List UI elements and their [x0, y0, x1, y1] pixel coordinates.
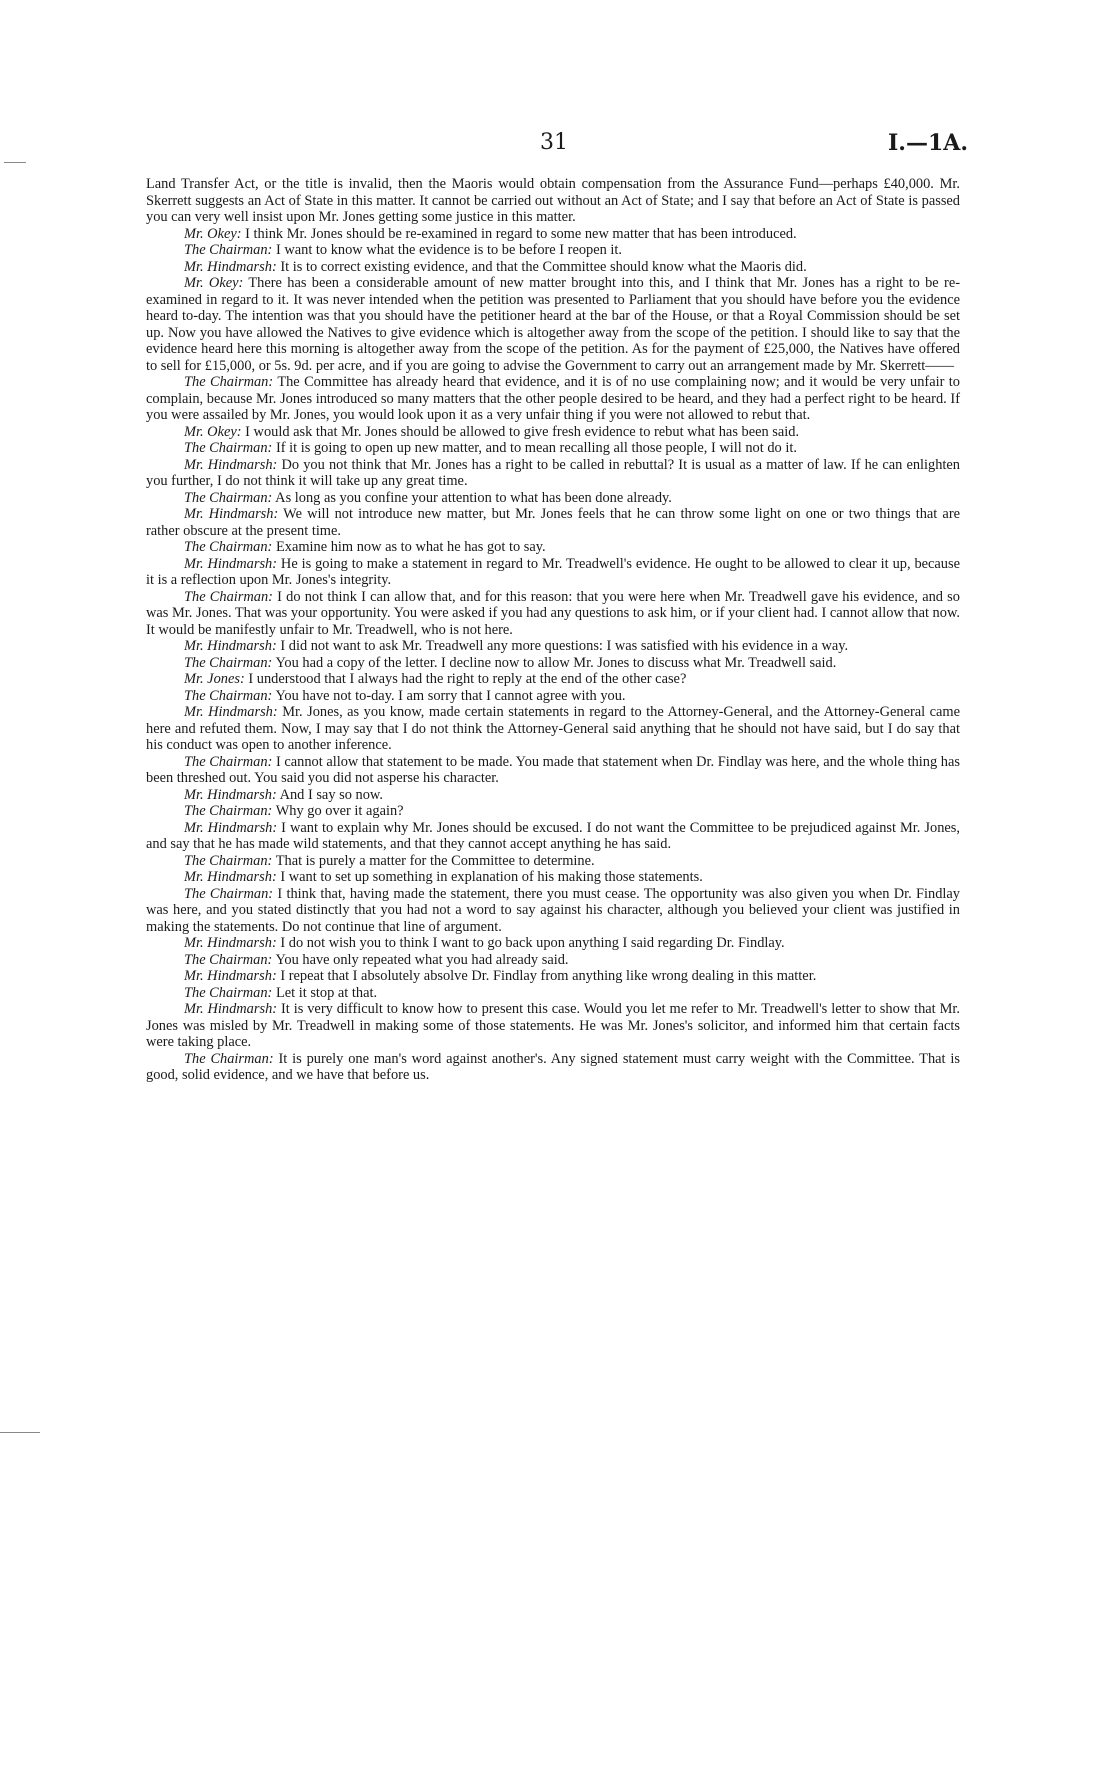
speaker-name: The Chairman:: [184, 539, 273, 555]
speaker-name: Mr. Hindmarsh:: [184, 638, 277, 654]
paragraph-text: If it is going to open up new matter, and to mean recalling all those people, I will not do it.: [275, 440, 797, 456]
paragraph-text: I cannot allow that statement to be made. You made that statement when Dr. Findlay was here, and the whole thing has been threshed out. You said you did not asperse his character.: [146, 753, 960, 786]
speaker-name: Mr. Hindmarsh:: [184, 819, 278, 836]
paragraph-text: I want to explain why Mr. Jones should be excused. I do not want the Committee to be prejudiced against Mr. Jones, and say that he has made wild statements, and that they cannot accept anything he has said.: [146, 819, 960, 852]
transcript-paragraph: [146, 688, 960, 705]
speaker-name: The Chairman:: [184, 753, 273, 770]
paragraph-text: I do not wish you to think I want to go back upon anything I said regarding Dr. Findlay.: [280, 935, 785, 951]
paragraph-text: As long as you confine your attention to what has been done already.: [275, 489, 672, 506]
transcript-paragraph: [146, 985, 960, 1002]
paragraph-text: The Committee has already heard that evidence, and it is of no use complaining now; and it would be very unfair to complain, because Mr. Jones introduced so many matters that the other people desired to be heard, and they had a perfect right to be heard. If you were assailed by Mr. Jones, you would look upon it as a very unfair thing if you were not allowed to rebut that.: [146, 374, 960, 423]
speaker-name: Mr. Hindmarsh:: [184, 704, 278, 720]
speaker-name: Mr. Hindmarsh:: [184, 786, 277, 803]
transcript-paragraph: [146, 803, 960, 820]
page-header: [0, 130, 1114, 166]
transcript-paragraph: [146, 754, 960, 787]
margin-mark-top: [4, 162, 26, 163]
paragraph-text: And I say so now.: [279, 786, 383, 803]
paragraph-text: I understood that I always had the right to reply at the end of the other case?: [248, 671, 687, 687]
margin-mark-bottom: [0, 1432, 40, 1433]
paragraph-text: He is going to make a statement in regard to Mr. Treadwell's evidence. He ought to be allowed to clear it up, because it is a reflection upon Mr. Jones's integrity.: [146, 555, 960, 588]
transcript-paragraph: [146, 655, 960, 672]
transcript-paragraph: [146, 539, 960, 556]
transcript-paragraph: [146, 176, 960, 226]
transcript-paragraph: [146, 820, 960, 853]
transcript-paragraph: [146, 1051, 960, 1084]
speaker-name: The Chairman:: [184, 687, 273, 704]
speaker-name: Mr. Hindmarsh:: [184, 968, 277, 984]
speaker-name: The Chairman:: [184, 852, 273, 869]
speaker-name: The Chairman:: [184, 374, 274, 390]
paragraph-text: I want to set up something in explanation of his making those statements.: [280, 869, 703, 885]
page-number: 31: [540, 130, 568, 155]
speaker-name: The Chairman:: [184, 654, 273, 671]
paragraph-text: It is to correct existing evidence, and that the Committee should know what the Maoris did.: [280, 258, 807, 275]
speaker-name: The Chairman:: [184, 588, 273, 605]
transcript-paragraph: [146, 226, 960, 243]
speaker-name: Mr. Okey:: [184, 423, 242, 440]
paragraph-text: That is purely a matter for the Committee to determine.: [275, 852, 595, 869]
paragraph-text: I do not think I can allow that, and for this reason: that you were here when Mr. Treadwell gave his evidence, and so was Mr. Jones. That was your opportunity. You were asked if you had any questions to ask him, or if your client had. I cannot allow that now. It would be manifestly unfair to Mr. Treadwell, who is not here.: [146, 588, 961, 638]
paragraph-text: It is purely one man's word against another's. Any signed statement must carry weight with the Committee. That is good, solid evidence, and we have that before us.: [146, 1050, 960, 1083]
transcript-paragraph: [146, 506, 960, 539]
transcript-paragraph: [146, 886, 960, 936]
paragraph-text: You had a copy of the letter. I decline now to allow Mr. Jones to discuss what Mr. Treadwell said.: [275, 654, 837, 671]
speaker-name: Mr. Hindmarsh:: [184, 935, 277, 951]
paragraph-text: There has been a considerable amount of new matter brought into this, and I think that Mr. Jones has a right to be re-examined in regard to it. It was never intended when the petition was presented to Parliament that you should have before you the evidence heard to-day. The intention was that you should have the petitioner heard at the bar of the House, or that a Royal Commission should be set up. Now you have allowed the Natives to give evidence which is altogether away from the scope of the petition. I should like to say that the evidence heard here this morning is altogether away from the scope of the petition. As for the payment of £25,000, the Natives have offered to sell for £15,000, or 5s. 9d. per acre, and if you are going to advise the Government to carry out an arrangement made by Mr. Skerrett——: [146, 275, 960, 374]
speaker-name: Mr. Hindmarsh:: [184, 1001, 278, 1017]
speaker-name: The Chairman:: [184, 885, 274, 902]
transcript-paragraph: [146, 589, 960, 639]
transcript-paragraph: [146, 275, 960, 374]
transcript-paragraph: [146, 671, 960, 688]
speaker-name: The Chairman:: [184, 951, 273, 968]
paragraph-text: I think Mr. Jones should be re-examined in regard to some new matter that has been introduced.: [245, 225, 797, 242]
paragraph-text: We will not introduce new matter, but Mr. Jones feels that he can throw some light on one or two things that are rather obscure at the present time.: [146, 506, 960, 539]
paragraph-text: I repeat that I absolutely absolve Dr. Findlay from anything like wrong dealing in this matter.: [280, 968, 817, 984]
speaker-name: Mr. Hindmarsh:: [184, 456, 278, 473]
paragraph-text: Land Transfer Act, or the title is invalid, then the Maoris would obtain compensation from the Assurance Fund—perhaps £40,000. Mr. Skerrett suggests an Act of State in this matter. It cannot be carried out without an Act of State; and I say that before an Act of State is passed you can very well insist upon Mr. Jones getting some justice in this matter.: [146, 176, 960, 225]
transcript-body: [146, 176, 960, 1084]
transcript-paragraph: [146, 490, 960, 507]
transcript-paragraph: [146, 440, 960, 457]
transcript-paragraph: [146, 952, 960, 969]
speaker-name: The Chairman:: [184, 440, 273, 456]
transcript-paragraph: [146, 935, 960, 952]
paragraph-text: You have only repeated what you had already said.: [275, 951, 569, 968]
speaker-name: The Chairman:: [184, 1050, 274, 1067]
transcript-paragraph: [146, 787, 960, 804]
paragraph-text: You have not to-day. I am sorry that I cannot agree with you.: [275, 687, 626, 704]
transcript-paragraph: [146, 457, 960, 490]
transcript-paragraph: [146, 556, 960, 589]
speaker-name: Mr. Okey:: [184, 225, 242, 242]
speaker-name: The Chairman:: [184, 803, 273, 819]
transcript-paragraph: [146, 638, 960, 655]
speaker-name: Mr. Hindmarsh:: [184, 555, 278, 572]
paragraph-text: Examine him now as to what he has got to say.: [275, 539, 546, 555]
paragraph-text: Do you not think that Mr. Jones has a right to be called in rebuttal? It is usual as a matter of law. If he can enlighten you further, I do not think it will take up any great time.: [146, 456, 960, 489]
paragraph-text: Let it stop at that.: [275, 984, 378, 1001]
transcript-paragraph: [146, 259, 960, 276]
speaker-name: The Chairman:: [184, 489, 273, 506]
document-reference: I.—1A.: [888, 130, 968, 156]
paragraph-text: I want to know what the evidence is to be before I reopen it.: [275, 242, 623, 258]
paragraph-text: Mr. Jones, as you know, made certain statements in regard to the Attorney-General, and the Attorney-General came here and refuted them. Now, I may say that I do not think the Attorney-General said anything that he should not have said, but I do say that his conduct was open to another inference.: [146, 704, 960, 753]
transcript-paragraph: [146, 968, 960, 985]
paragraph-text: I did not want to ask Mr. Treadwell any more questions: I was satisfied with his evidence in a way.: [280, 638, 849, 654]
transcript-paragraph: [146, 869, 960, 886]
paragraph-text: I think that, having made the statement, there you must cease. The opportunity was also given you when Dr. Findlay was here, and you stated distinctly that you had not a word to say against his character, although you believed your client was justified in making the statements. Do not continue that line of argument.: [146, 885, 960, 935]
transcript-paragraph: [146, 704, 960, 754]
transcript-paragraph: [146, 424, 960, 441]
transcript-paragraph: [146, 242, 960, 259]
speaker-name: Mr. Okey:: [184, 275, 244, 291]
paragraph-text: I would ask that Mr. Jones should be allowed to give fresh evidence to rebut what has been said.: [245, 423, 800, 440]
transcript-paragraph: [146, 1001, 960, 1051]
paragraph-text: It is very difficult to know how to present this case. Would you let me refer to Mr. Treadwell's letter to show that Mr. Jones was misled by Mr. Treadwell in making some of those statements. He was Mr. Jones's solicitor, and informed him that certain facts were taking place.: [146, 1001, 960, 1050]
transcript-paragraph: [146, 853, 960, 870]
speaker-name: Mr. Hindmarsh:: [184, 258, 277, 275]
transcript-paragraph: [146, 374, 960, 424]
speaker-name: The Chairman:: [184, 984, 273, 1001]
speaker-name: Mr. Jones:: [184, 671, 245, 687]
speaker-name: Mr. Hindmarsh:: [184, 869, 277, 885]
speaker-name: The Chairman:: [184, 242, 273, 258]
speaker-name: Mr. Hindmarsh:: [184, 506, 279, 522]
paragraph-text: Why go over it again?: [275, 803, 404, 819]
